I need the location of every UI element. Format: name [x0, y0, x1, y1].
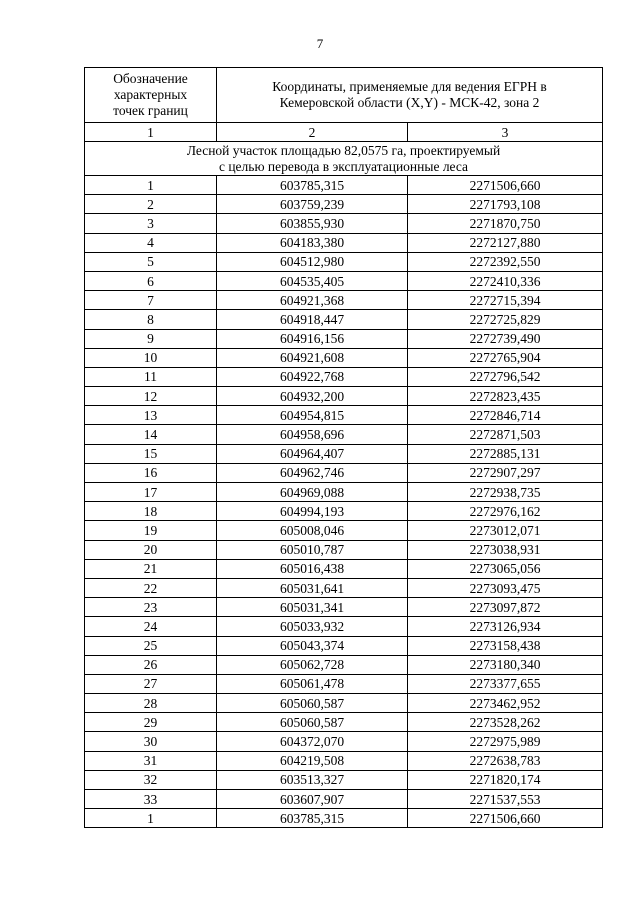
x-coordinate-cell: 605062,728: [217, 655, 408, 674]
point-number-cell: 14: [85, 425, 217, 444]
point-number-cell: 22: [85, 578, 217, 597]
y-coordinate-cell: 2273528,262: [408, 713, 603, 732]
point-number-cell: 19: [85, 521, 217, 540]
header-col2-line: Кемеровской области (X,Y) - МСК-42, зона 2: [279, 95, 540, 110]
x-coordinate-cell: 605031,341: [217, 598, 408, 617]
y-coordinate-cell: 2272765,904: [408, 348, 603, 367]
point-number-cell: 8: [85, 310, 217, 329]
table-row: [85, 598, 603, 617]
point-number-cell: 32: [85, 770, 217, 789]
x-coordinate-cell: 605043,374: [217, 636, 408, 655]
x-coordinate-cell: 604372,070: [217, 732, 408, 751]
table-row: [85, 751, 603, 770]
y-coordinate-cell: 2272725,829: [408, 310, 603, 329]
header-col1-line: Обозначение: [113, 71, 188, 86]
y-coordinate-cell: 2271506,660: [408, 176, 603, 195]
x-coordinate-cell: 605008,046: [217, 521, 408, 540]
y-coordinate-cell: 2273065,056: [408, 559, 603, 578]
point-number-cell: 23: [85, 598, 217, 617]
point-number-cell: 29: [85, 713, 217, 732]
point-number-cell: 15: [85, 444, 217, 463]
point-number-cell: 7: [85, 291, 217, 310]
point-number-cell: 6: [85, 271, 217, 290]
y-coordinate-cell: 2273462,952: [408, 694, 603, 713]
x-coordinate-cell: 604219,508: [217, 751, 408, 770]
x-coordinate-cell: 604932,200: [217, 387, 408, 406]
x-coordinate-cell: 605033,932: [217, 617, 408, 636]
section-title-line: с целью перевода в эксплуатационные леса: [218, 158, 469, 174]
x-coordinate-cell: 603785,315: [217, 176, 408, 195]
table-row: [85, 694, 603, 713]
coordinate-rows: [85, 176, 603, 828]
y-coordinate-cell: 2273038,931: [408, 540, 603, 559]
x-coordinate-cell: 605060,587: [217, 694, 408, 713]
header-col1-line: точек границ: [113, 103, 188, 118]
column-number: 2: [217, 123, 408, 142]
point-number-cell: 1: [85, 809, 217, 828]
y-coordinate-cell: 2272907,297: [408, 463, 603, 482]
x-coordinate-cell: 605010,787: [217, 540, 408, 559]
y-coordinate-cell: 2273093,475: [408, 578, 603, 597]
x-coordinate-cell: 604994,193: [217, 502, 408, 521]
y-coordinate-cell: 2273180,340: [408, 655, 603, 674]
table-row: [85, 291, 603, 310]
table-row: [85, 521, 603, 540]
x-coordinate-cell: 604183,380: [217, 233, 408, 252]
x-coordinate-cell: 604969,088: [217, 483, 408, 502]
table-row: [85, 732, 603, 751]
table-header-row: [85, 68, 603, 123]
table-row: [85, 713, 603, 732]
page-number: 7: [316, 36, 324, 51]
header-col2-line: Координаты, применяемые для ведения ЕГРН в: [272, 79, 547, 94]
column-number: 3: [408, 123, 603, 142]
y-coordinate-cell: 2272846,714: [408, 406, 603, 425]
table-row: [85, 578, 603, 597]
point-number-cell: 30: [85, 732, 217, 751]
coordinates-table: [84, 67, 603, 828]
point-number-cell: 27: [85, 674, 217, 693]
header-col1-line: характерных: [113, 87, 188, 102]
x-coordinate-cell: 605061,478: [217, 674, 408, 693]
x-coordinate-cell: 603855,930: [217, 214, 408, 233]
point-number-cell: 2: [85, 195, 217, 214]
point-number-cell: 25: [85, 636, 217, 655]
point-number-cell: 13: [85, 406, 217, 425]
x-coordinate-cell: 604954,815: [217, 406, 408, 425]
y-coordinate-cell: 2271537,553: [408, 790, 603, 809]
y-coordinate-cell: 2273097,872: [408, 598, 603, 617]
table-row: [85, 502, 603, 521]
table-row: [85, 310, 603, 329]
table-row: [85, 387, 603, 406]
point-number-cell: 1: [85, 176, 217, 195]
table-row: [85, 348, 603, 367]
y-coordinate-cell: 2273012,071: [408, 521, 603, 540]
point-number-cell: 28: [85, 694, 217, 713]
x-coordinate-cell: 604962,746: [217, 463, 408, 482]
point-number-cell: 17: [85, 483, 217, 502]
table-row: [85, 176, 603, 195]
point-number-cell: 26: [85, 655, 217, 674]
section-title: [85, 142, 603, 176]
y-coordinate-cell: 2273158,438: [408, 636, 603, 655]
y-coordinate-cell: 2272823,435: [408, 387, 603, 406]
x-coordinate-cell: 603785,315: [217, 809, 408, 828]
y-coordinate-cell: 2272938,735: [408, 483, 603, 502]
y-coordinate-cell: 2272975,989: [408, 732, 603, 751]
x-coordinate-cell: 604512,980: [217, 252, 408, 271]
section-title-line: Лесной участок площадью 82,0575 га, проектируемый: [186, 142, 501, 158]
table-row: [85, 444, 603, 463]
table-row: [85, 367, 603, 386]
table-row: [85, 329, 603, 348]
y-coordinate-cell: 2271506,660: [408, 809, 603, 828]
table-row: [85, 655, 603, 674]
table-row: [85, 809, 603, 828]
x-coordinate-cell: 605031,641: [217, 578, 408, 597]
point-number-cell: 11: [85, 367, 217, 386]
table-row: [85, 559, 603, 578]
y-coordinate-cell: 2273377,655: [408, 674, 603, 693]
y-coordinate-cell: 2271793,108: [408, 195, 603, 214]
table-row: [85, 406, 603, 425]
point-number-cell: 16: [85, 463, 217, 482]
table-row: [85, 252, 603, 271]
x-coordinate-cell: 604535,405: [217, 271, 408, 290]
y-coordinate-cell: 2272871,503: [408, 425, 603, 444]
header-coordinates: [217, 68, 603, 123]
table-row: [85, 425, 603, 444]
y-coordinate-cell: 2272739,490: [408, 329, 603, 348]
y-coordinate-cell: 2272638,783: [408, 751, 603, 770]
header-point-designation: [85, 68, 217, 123]
column-number-row: [85, 123, 603, 142]
x-coordinate-cell: 604918,447: [217, 310, 408, 329]
table-row: [85, 674, 603, 693]
table-row: [85, 770, 603, 789]
table-row: [85, 636, 603, 655]
point-number-cell: 21: [85, 559, 217, 578]
point-number-cell: 12: [85, 387, 217, 406]
point-number-cell: 31: [85, 751, 217, 770]
x-coordinate-cell: 604921,608: [217, 348, 408, 367]
y-coordinate-cell: 2272715,394: [408, 291, 603, 310]
x-coordinate-cell: 603607,907: [217, 790, 408, 809]
x-coordinate-cell: 603513,327: [217, 770, 408, 789]
y-coordinate-cell: 2272885,131: [408, 444, 603, 463]
table-row: [85, 790, 603, 809]
x-coordinate-cell: 604958,696: [217, 425, 408, 444]
point-number-cell: 9: [85, 329, 217, 348]
y-coordinate-cell: 2272392,550: [408, 252, 603, 271]
y-coordinate-cell: 2272976,162: [408, 502, 603, 521]
table-row: [85, 214, 603, 233]
y-coordinate-cell: 2272796,542: [408, 367, 603, 386]
y-coordinate-cell: 2271870,750: [408, 214, 603, 233]
table-row: [85, 195, 603, 214]
point-number-cell: 4: [85, 233, 217, 252]
point-number-cell: 3: [85, 214, 217, 233]
y-coordinate-cell: 2271820,174: [408, 770, 603, 789]
table-row: [85, 540, 603, 559]
table-row: [85, 233, 603, 252]
x-coordinate-cell: 605016,438: [217, 559, 408, 578]
section-title-row: [85, 142, 603, 176]
x-coordinate-cell: 604921,368: [217, 291, 408, 310]
column-number: 1: [85, 123, 217, 142]
x-coordinate-cell: 604916,156: [217, 329, 408, 348]
table-row: [85, 617, 603, 636]
y-coordinate-cell: 2272410,336: [408, 271, 603, 290]
x-coordinate-cell: 603759,239: [217, 195, 408, 214]
y-coordinate-cell: 2272127,880: [408, 233, 603, 252]
point-number-cell: 20: [85, 540, 217, 559]
table-row: [85, 271, 603, 290]
x-coordinate-cell: 604922,768: [217, 367, 408, 386]
table-row: [85, 483, 603, 502]
table-row: [85, 463, 603, 482]
x-coordinate-cell: 604964,407: [217, 444, 408, 463]
x-coordinate-cell: 605060,587: [217, 713, 408, 732]
point-number-cell: 18: [85, 502, 217, 521]
point-number-cell: 10: [85, 348, 217, 367]
point-number-cell: 24: [85, 617, 217, 636]
y-coordinate-cell: 2273126,934: [408, 617, 603, 636]
point-number-cell: 33: [85, 790, 217, 809]
point-number-cell: 5: [85, 252, 217, 271]
